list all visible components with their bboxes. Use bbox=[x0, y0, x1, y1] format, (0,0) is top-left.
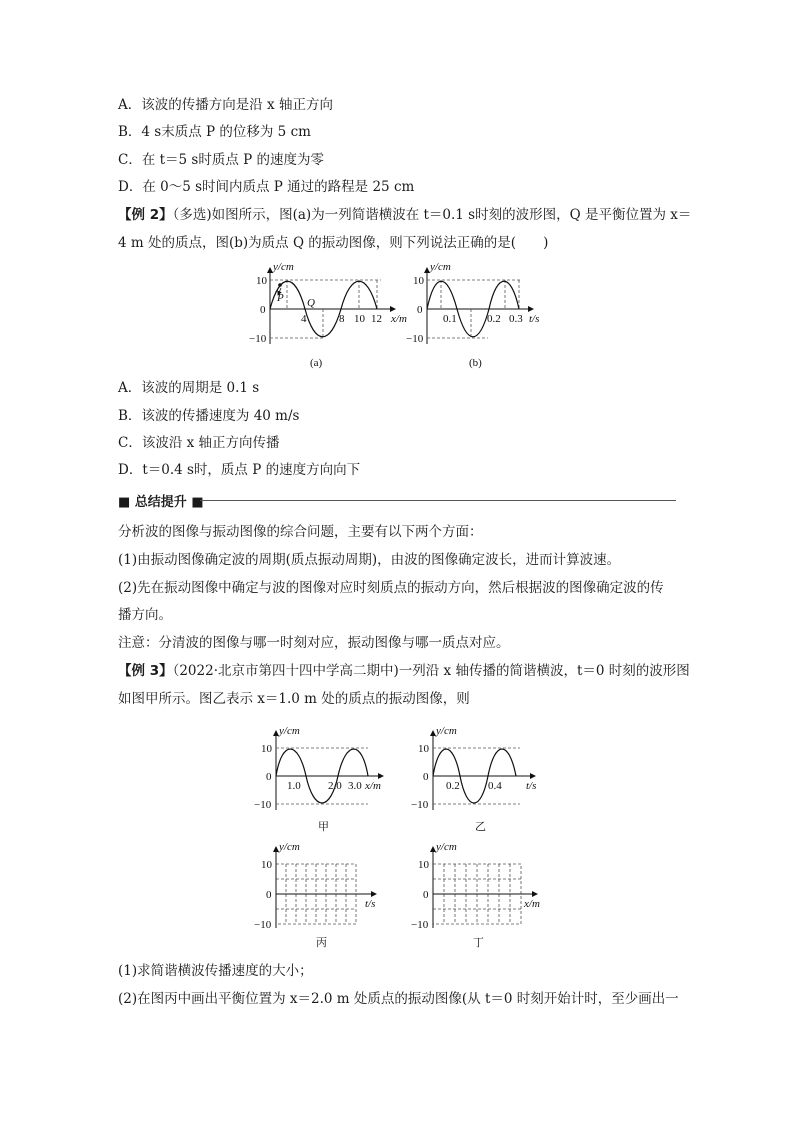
figure-b-vibration bbox=[406, 261, 563, 374]
figure-jia-xtick-1.0: 1.0 bbox=[287, 780, 301, 792]
figure-a-point-p bbox=[278, 283, 282, 287]
summary-rule bbox=[200, 500, 676, 501]
figure-a-q-label: Q bbox=[307, 297, 315, 309]
figure-b-ytick-10: 10 bbox=[413, 275, 424, 287]
ex3-question-1: (1)求简谐横波传播速度的大小； bbox=[118, 963, 313, 979]
figure-ding-ylabel: y/cm bbox=[436, 841, 457, 853]
ex3-text1: （2022·北京市第四十四中学高二期中)一列沿 x 轴传播的简谐横波，t＝0 时刻的波形图 bbox=[172, 663, 690, 679]
ex3-label: 【例 3】 bbox=[118, 663, 173, 679]
figure-yi-caption: 乙 bbox=[475, 821, 486, 833]
figure-ding-ytick-0: 0 bbox=[423, 889, 429, 901]
summary-header bbox=[118, 490, 676, 510]
figure-a-xtick-10: 10 bbox=[354, 313, 365, 325]
summary-note: 注意：分清波的图像与哪一时刻对应，振动图像与哪一质点对应。 bbox=[118, 635, 510, 651]
summary-point-2-line2: 播方向。 bbox=[118, 607, 172, 623]
figure-yi-xlabel: t/s bbox=[526, 780, 537, 792]
ex1-option-c: C．在 t＝5 s时质点 P 的速度为零 bbox=[118, 152, 325, 168]
figure-a-p-label: P bbox=[277, 292, 284, 304]
ex1-option-a: A．该波的传播方向是沿 x 轴正方向 bbox=[118, 97, 333, 113]
ex3-question-2: (2)在图丙中画出平衡位置为 x＝2.0 m 处质点的振动图像(从 t＝0 时刻开始计时，至少画出一 bbox=[118, 991, 679, 1007]
figure-a-ytick-10: 10 bbox=[256, 275, 267, 287]
ex2-option-a: A．该波的周期是 0.1 s bbox=[118, 380, 260, 396]
figure-jia-caption: 甲 bbox=[318, 821, 329, 833]
figure-yi-ytick-0: 0 bbox=[423, 771, 429, 783]
figure-jia-wave bbox=[248, 726, 398, 834]
figure-b-xtick-0.3: 0.3 bbox=[509, 313, 523, 325]
figure-jia-ytick-0: 0 bbox=[266, 771, 272, 783]
figure-bing-xlabel: t/s bbox=[365, 898, 376, 910]
figure-a-ytick-0: 0 bbox=[260, 304, 266, 316]
ex2-option-b: B．该波的传播速度为 40 m/s bbox=[118, 408, 300, 424]
figure-b-caption: (b) bbox=[469, 357, 482, 369]
figure-jia-ytick-10: 10 bbox=[261, 743, 272, 755]
ex2-stem-line2: 4 m 处的质点，图(b)为质点 Q 的振动图像，则下列说法正确的是( ) bbox=[118, 235, 549, 251]
figure-b-ytick-neg10: −10 bbox=[406, 333, 424, 345]
figure-b-xtick-0.2: 0.2 bbox=[487, 313, 501, 325]
figure-yi-xtick-0.2: 0.2 bbox=[446, 780, 460, 792]
ex1-option-d: D．在 0～5 s时间内质点 P 通过的路程是 25 cm bbox=[118, 179, 415, 195]
figure-b-xlabel: t/s bbox=[529, 313, 540, 325]
figure-jia-ylabel: y/cm bbox=[279, 725, 300, 737]
figure-jia-ytick-neg10: −10 bbox=[254, 799, 272, 811]
figure-bing-ytick-neg10: −10 bbox=[254, 919, 272, 931]
ex2-stem-line1 bbox=[118, 206, 691, 224]
figure-a-xtick-4: 4 bbox=[301, 313, 307, 325]
ex1-option-b: B．4 s末质点 P 的位移为 5 cm bbox=[118, 124, 311, 140]
figure-ding-ytick-10: 10 bbox=[418, 859, 429, 871]
figure-b-ytick-0: 0 bbox=[417, 304, 423, 316]
figure-a-wave bbox=[249, 261, 425, 374]
figure-bing-ytick-10: 10 bbox=[261, 859, 272, 871]
figure-ding-xlabel: x/m bbox=[524, 898, 540, 910]
figure-a-xlabel: x/m bbox=[391, 313, 407, 325]
figure-ding-ytick-neg10: −10 bbox=[411, 919, 429, 931]
summary-intro: 分析波的图像与振动图像的综合问题，主要有以下两个方面： bbox=[118, 524, 483, 540]
ex2-option-d: D．t＝0.4 s时，质点 P 的速度方向向下 bbox=[118, 462, 361, 478]
figure-bing-caption: 丙 bbox=[316, 937, 327, 949]
figure-b-ylabel: y/cm bbox=[430, 261, 451, 273]
figure-a-xtick-8: 8 bbox=[339, 313, 345, 325]
figure-b-xtick-0.1: 0.1 bbox=[443, 313, 457, 325]
figure-jia-xlabel: x/m bbox=[365, 780, 381, 792]
figure-yi-ylabel: y/cm bbox=[436, 725, 457, 737]
summary-point-2-line1: (2)先在振动图像中确定与波的图像对应时刻质点的振动方向，然后根据波的图像确定波的传 bbox=[118, 580, 664, 596]
figure-yi-ytick-10: 10 bbox=[418, 743, 429, 755]
ex3-stem-line1 bbox=[118, 662, 690, 680]
figure-ding-grid bbox=[405, 842, 555, 950]
figure-a-ytick-neg10: −10 bbox=[249, 333, 267, 345]
ex2-option-c: C．该波沿 x 轴正方向传播 bbox=[118, 435, 280, 451]
figure-a-ylabel: y/cm bbox=[273, 261, 294, 273]
figure-yi-vibration bbox=[405, 726, 555, 834]
ex2-text1: （多选)如图所示，图(a)为一列简谐横波在 t＝0.1 s时刻的波形图，Q 是平衡位置为 x＝ bbox=[172, 207, 692, 223]
figure-a-xtick-12: 12 bbox=[371, 313, 382, 325]
summary-title: ■ 总结提升 ■ bbox=[118, 495, 204, 510]
figure-a-caption: (a) bbox=[310, 357, 323, 369]
summary-point-1: (1)由振动图像确定波的周期(质点振动周期)，由波的图像确定波长，进而计算波速。 bbox=[118, 552, 621, 568]
ex3-stem-line2: 如图甲所示。图乙表示 x＝1.0 m 处的质点的振动图像，则 bbox=[118, 691, 470, 707]
figure-yi-ytick-neg10: −10 bbox=[411, 799, 429, 811]
figure-bing-grid bbox=[248, 842, 398, 950]
figure-yi-xtick-0.4: 0.4 bbox=[488, 780, 502, 792]
figure-bing-ytick-0: 0 bbox=[266, 889, 272, 901]
figure-ding-caption: 丁 bbox=[473, 937, 484, 949]
ex2-label: 【例 2】 bbox=[118, 207, 173, 223]
figure-bing-ylabel: y/cm bbox=[279, 841, 300, 853]
figure-jia-xtick-2.0: 2.0 bbox=[328, 780, 342, 792]
figure-jia-xtick-3.0: 3.0 bbox=[348, 780, 362, 792]
